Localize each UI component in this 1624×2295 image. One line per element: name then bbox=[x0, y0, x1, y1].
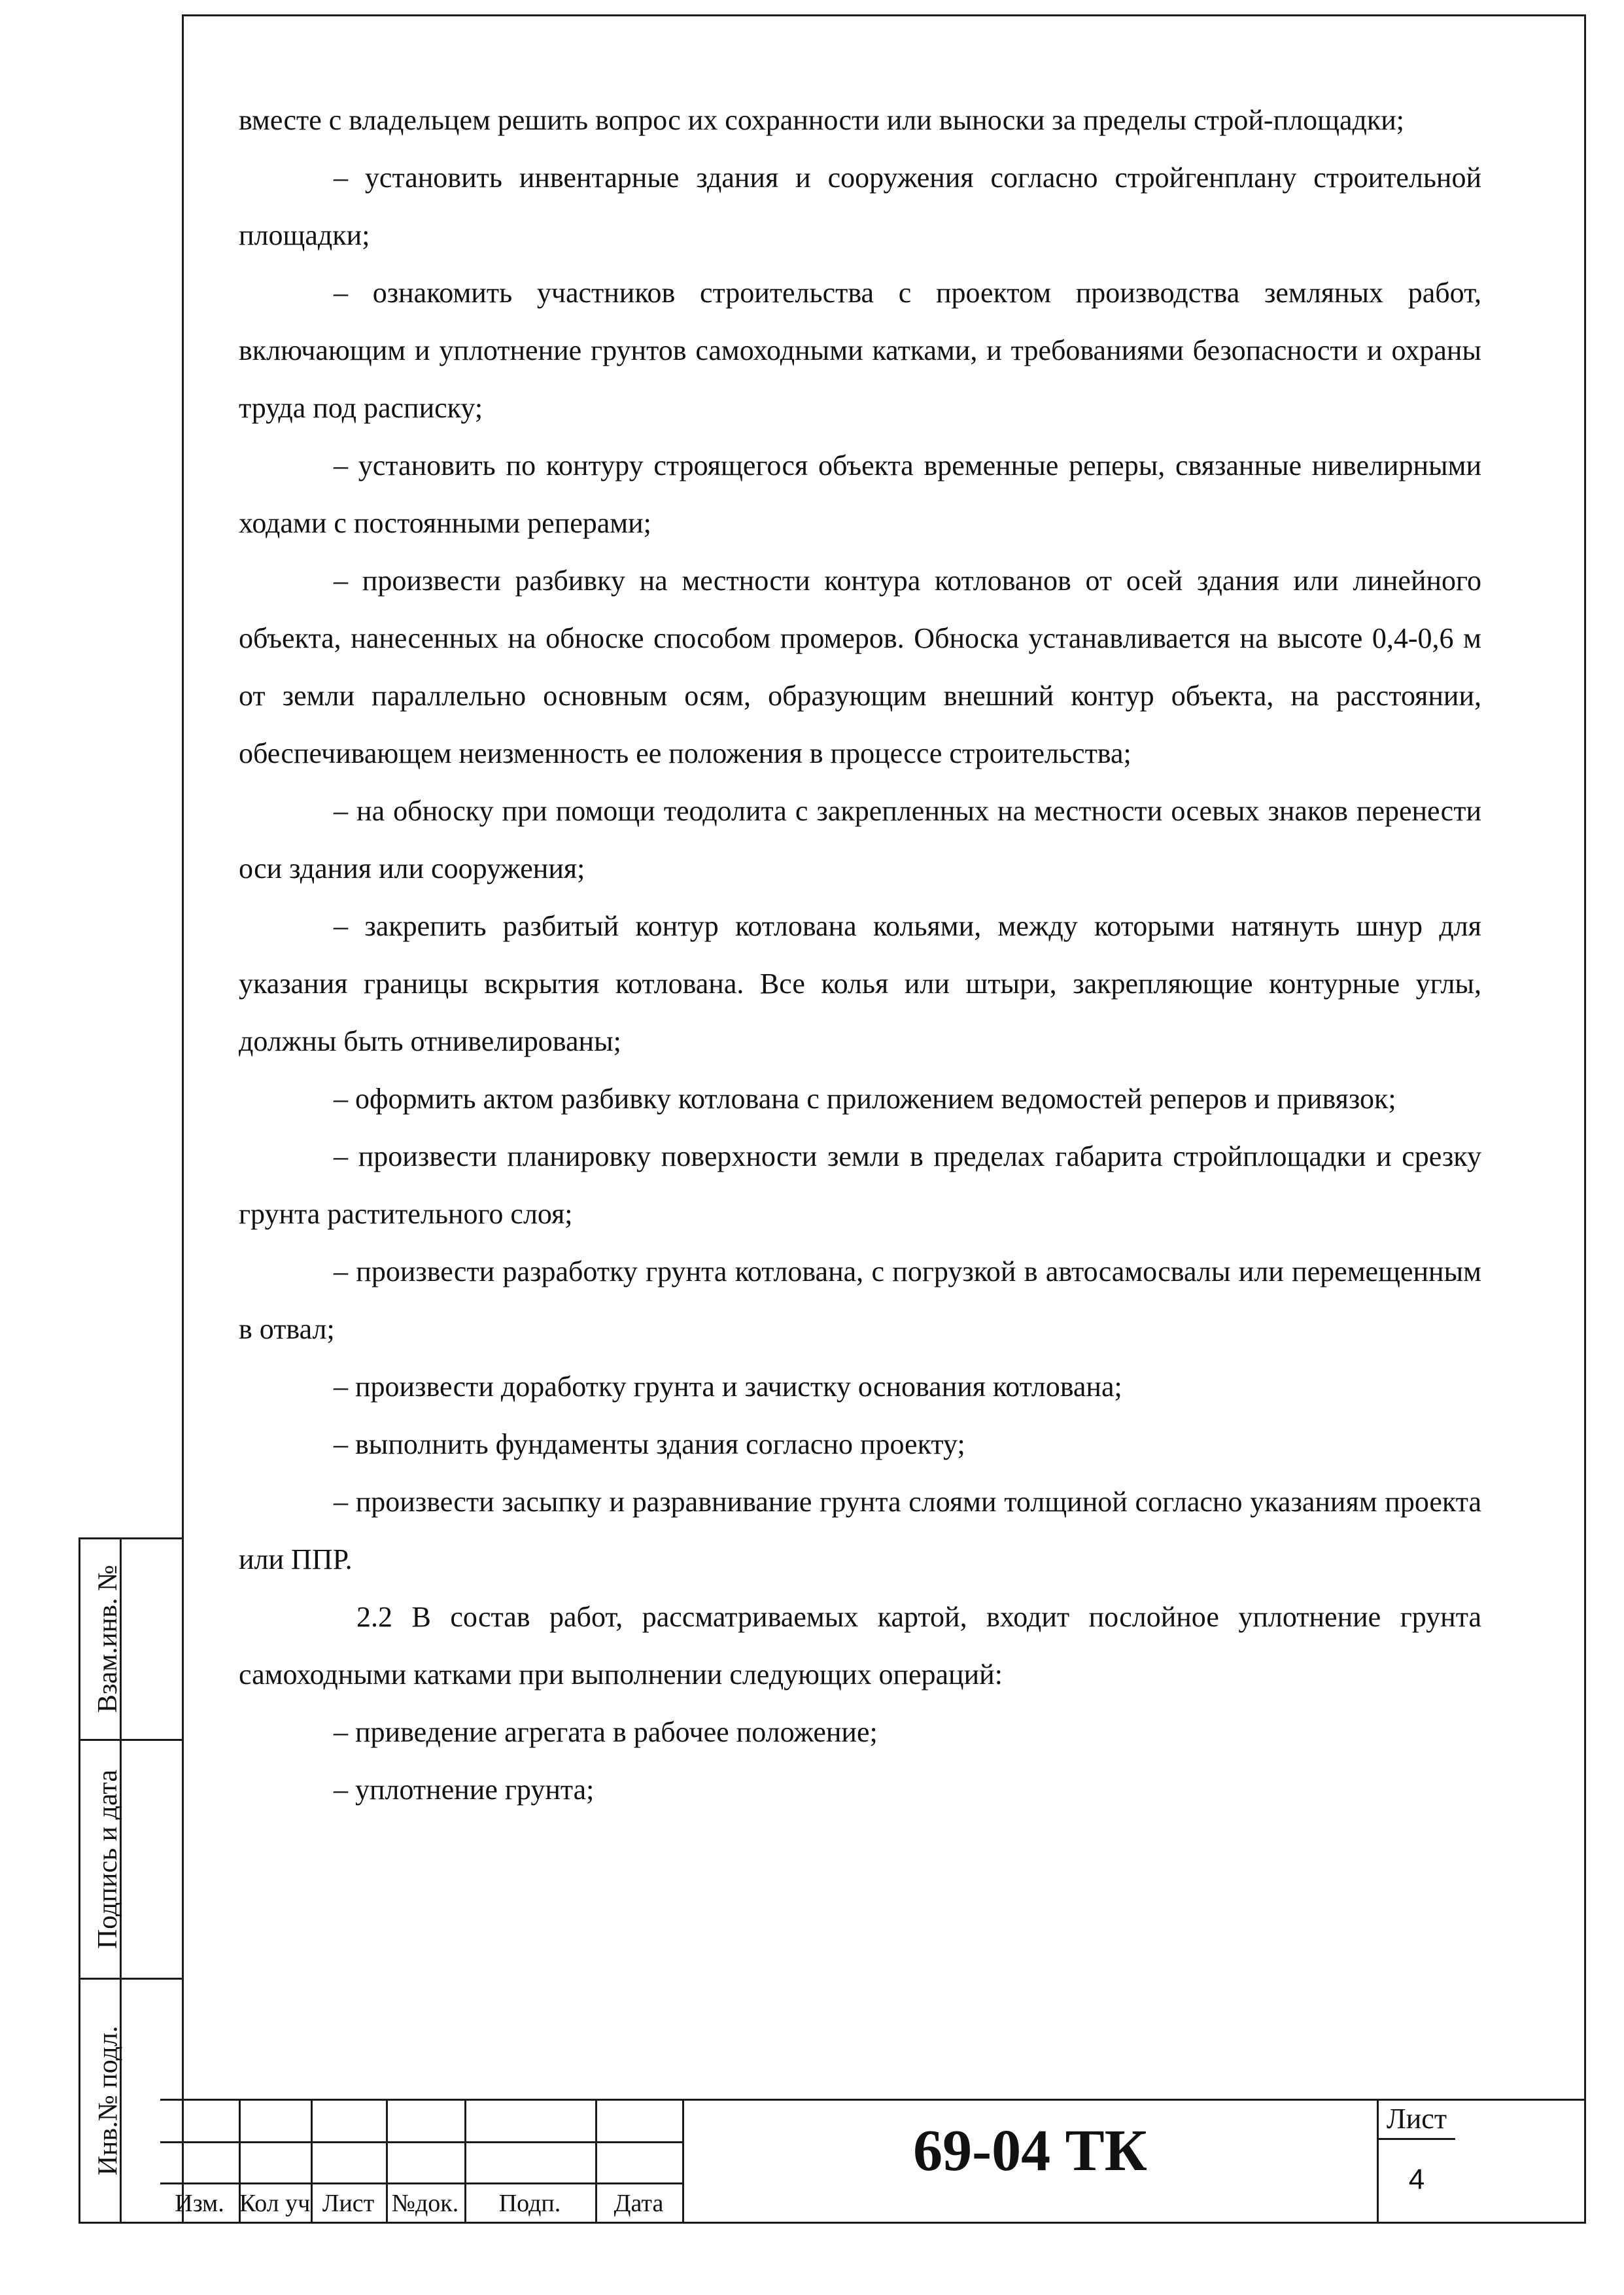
section-paragraph: 2.2 В состав работ, рассматриваемых картой, входит послойное уплотнение грунта самоходными катками при выполнении следующих операций: bbox=[239, 1601, 1481, 1691]
podpis-data-label: Подпись и дата bbox=[93, 1769, 123, 1950]
header-ndok: №док. bbox=[391, 2190, 459, 2217]
header-izm: Изм. bbox=[175, 2190, 224, 2217]
list-item: – произвести разбивку на местности контура котлованов от осей здания или линейного объекта, нанесенных на обноске способом промеров. Обноска устанавливается на высоте 0,4-0,6 м от земли параллельно основным осям, образующим внешний контур объекта, на расстоянии, обеспечивающем неизменность ее положения в процессе строительства; bbox=[239, 565, 1481, 769]
list-item: – на обноску при помощи теодолита с закрепленных на местности осевых знаков перенести оси здания или сооружения; bbox=[239, 795, 1481, 885]
side-stamp-outer bbox=[78, 1537, 80, 2223]
inv-podl-label: Инв.№ подл. bbox=[93, 2025, 123, 2176]
list-item: – выполнить фундаменты здания согласно проекту; bbox=[334, 1428, 965, 1460]
list-item: – произвести засыпку и разравнивание грунта слоями толщиной согласно указаниям проекта или ППР. bbox=[239, 1486, 1481, 1575]
document-body bbox=[239, 92, 1481, 1819]
vzam-inv-label: Взам.инв. № bbox=[93, 1564, 123, 1713]
list-item: – уплотнение грунта; bbox=[334, 1774, 595, 1806]
side-stamp-divider-2 bbox=[78, 1978, 183, 1980]
sheet-label: Лист bbox=[1386, 2103, 1447, 2135]
paragraph: вместе с владельцем решить вопрос их сохранности или выноски за пределы строй-площадки; bbox=[239, 104, 1405, 136]
list-item: – закрепить разбитый контур котлована кольями, между которыми натянуть шнур для указания границы вскрытия котлована. Все колья или штыри, закрепляющие контурные углы, должны быть отнивелированы; bbox=[239, 910, 1481, 1057]
header-kol-uch: Кол уч bbox=[239, 2190, 311, 2217]
header-data: Дата bbox=[613, 2190, 664, 2217]
frame-top bbox=[182, 14, 1586, 16]
sheet-number: 4 bbox=[1408, 2164, 1425, 2196]
side-stamp-divider-1 bbox=[78, 1739, 183, 1741]
list-item: – установить инвентарные здания и сооружения согласно стройгенплану строительной площадки; bbox=[239, 162, 1481, 251]
header-list: Лист bbox=[322, 2190, 375, 2217]
list-item: – приведение агрегата в рабочее положение; bbox=[334, 1716, 878, 1748]
document-code: 69-04 ТК bbox=[913, 2118, 1147, 2183]
list-item: – установить по контуру строящегося объекта временные реперы, связанные нивелирными ходами с постоянными реперами; bbox=[239, 449, 1481, 539]
frame-left bbox=[182, 14, 184, 2223]
list-item: – произвести планировку поверхности земли в пределах габарита стройплощадки и срезку грунта растительного слоя; bbox=[239, 1140, 1481, 1230]
side-stamp-top bbox=[78, 1537, 183, 1539]
title-block bbox=[160, 2099, 1586, 2222]
list-item: – ознакомить участников строительства с проектом производства земляных работ, включающим и уплотнение грунтов самоходными катками, и требованиями безопасности и охраны труда под расписку; bbox=[239, 277, 1481, 424]
header-podp: Подп. bbox=[498, 2190, 561, 2217]
title-block-top-line bbox=[160, 2099, 1586, 2101]
frame-right bbox=[1584, 14, 1586, 2223]
frame-bottom bbox=[78, 2222, 1586, 2224]
list-item: – произвести разработку грунта котлована, с погрузкой в автосамосвалы или перемещенным в отвал; bbox=[239, 1255, 1481, 1345]
list-item: – произвести доработку грунта и зачистку основания котлована; bbox=[334, 1371, 1122, 1403]
list-item: – оформить актом разбивку котлована с приложением ведомостей реперов и привязок; bbox=[334, 1083, 1396, 1115]
